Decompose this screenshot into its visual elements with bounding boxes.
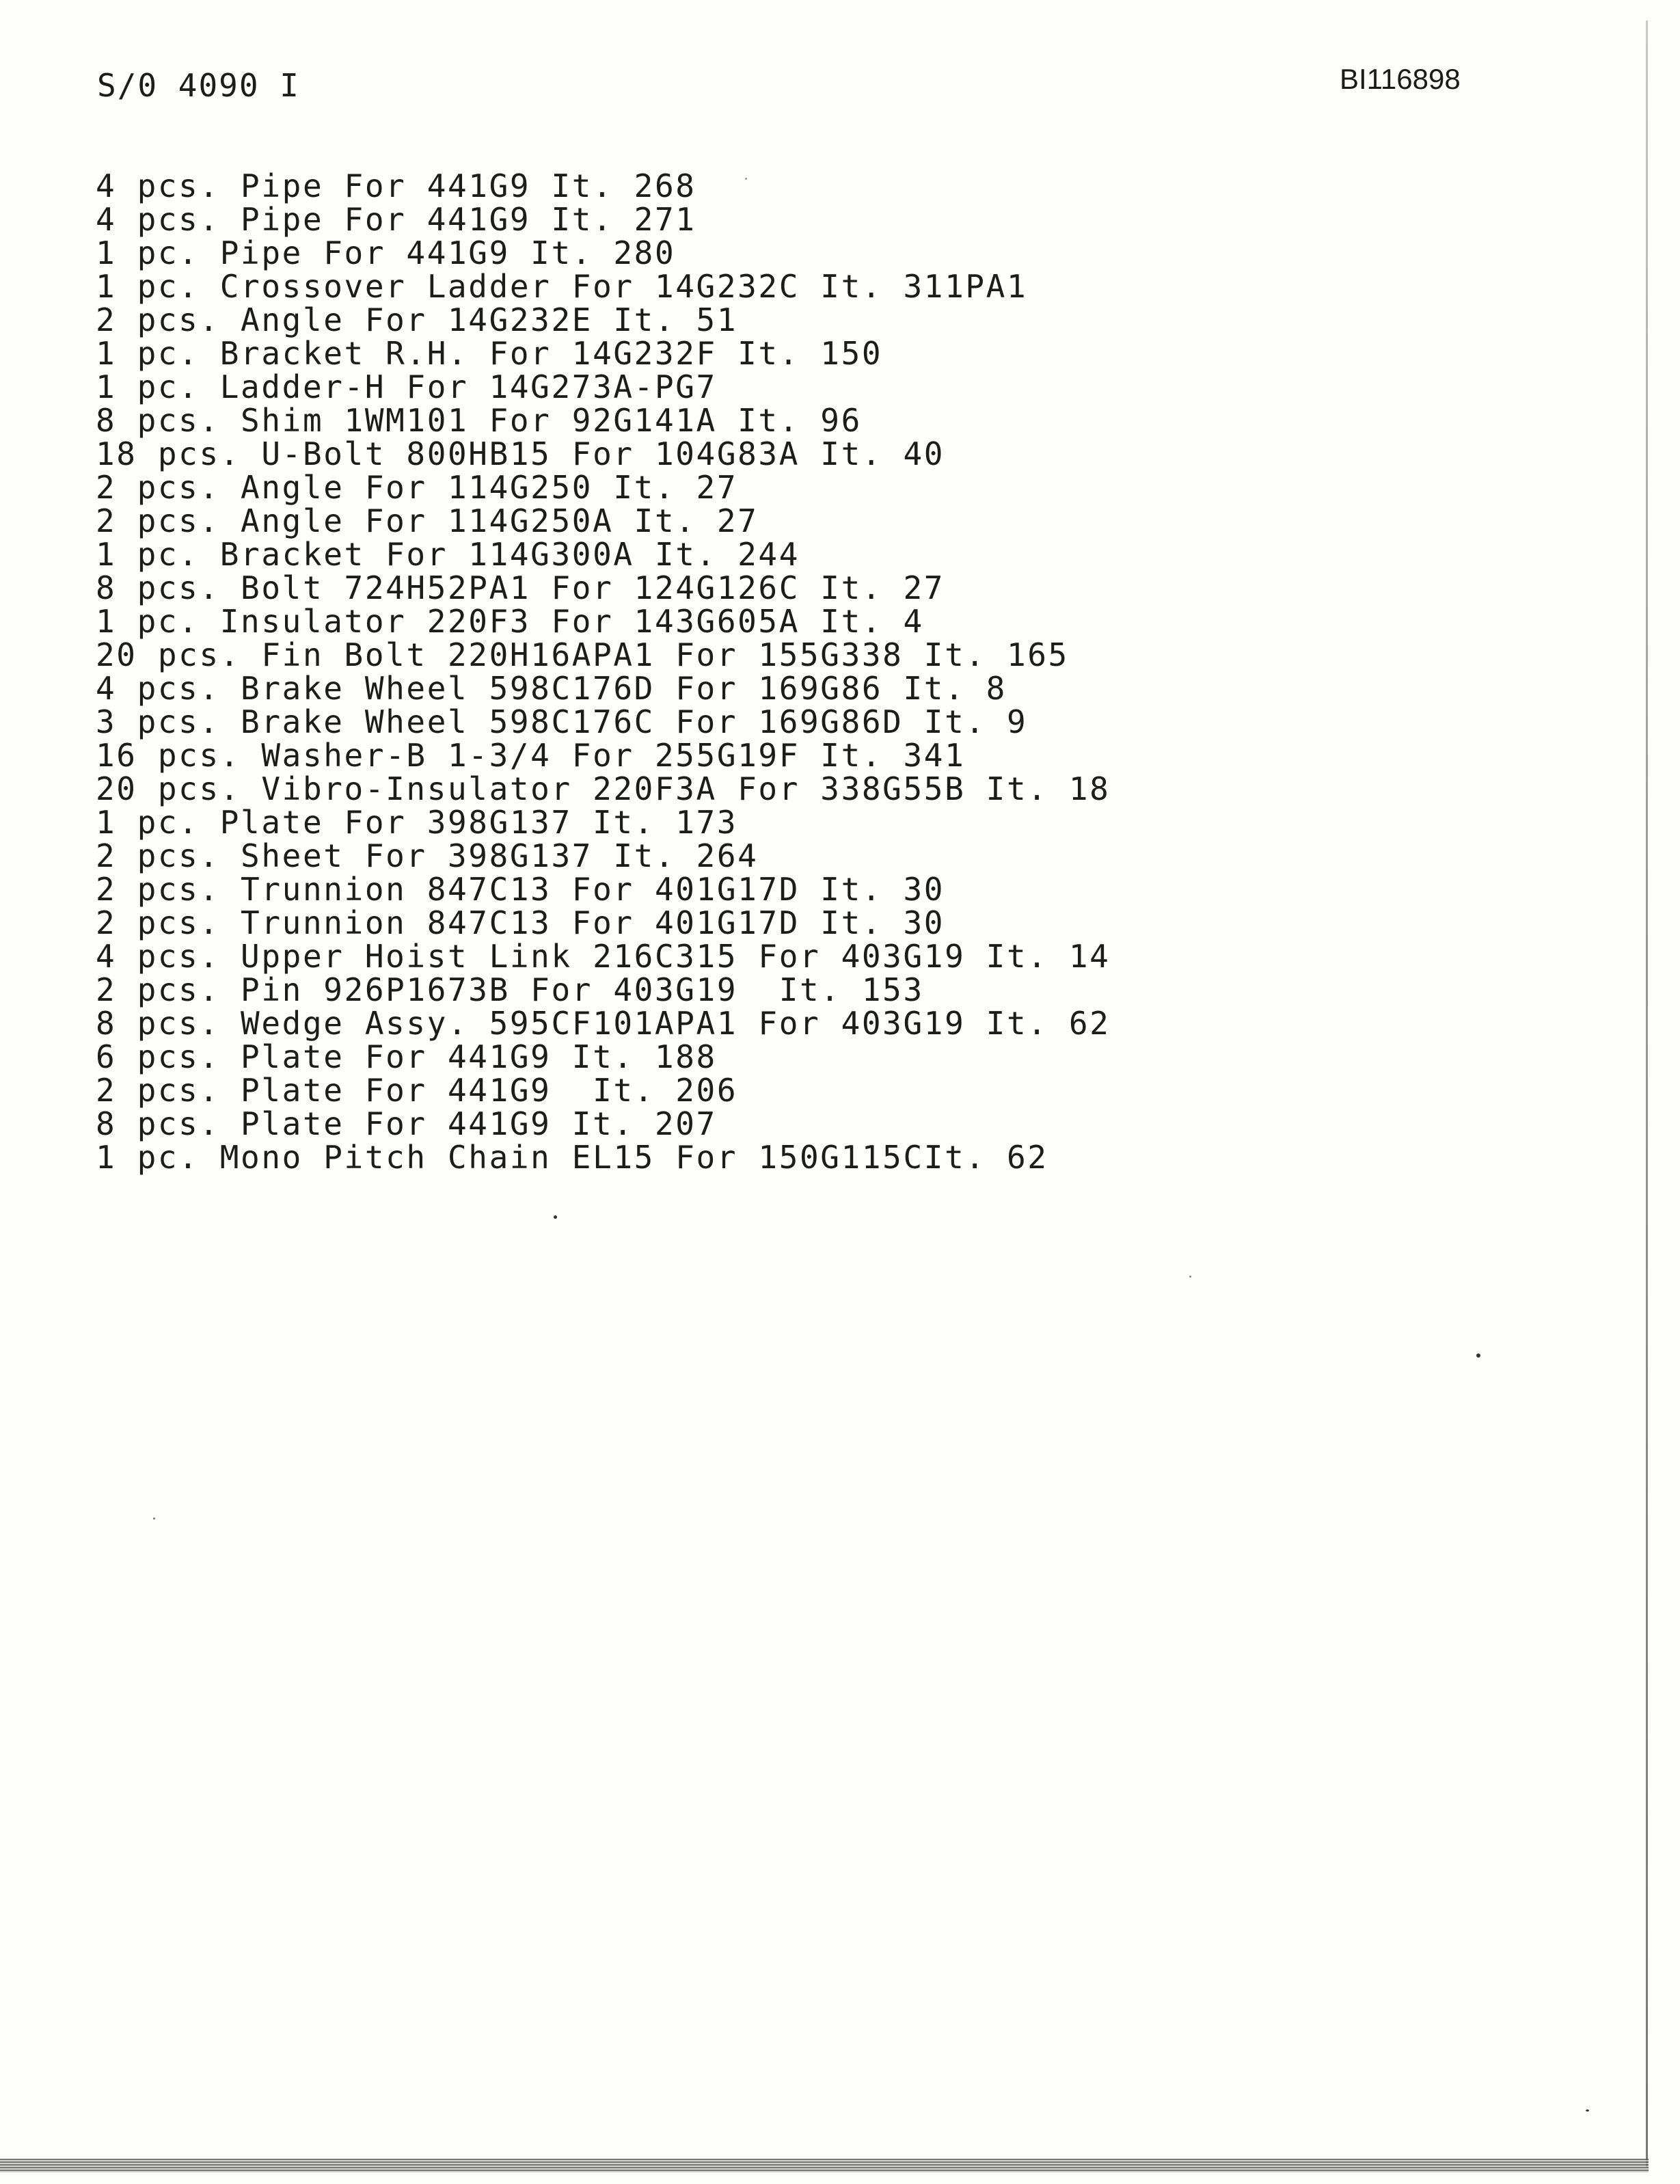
list-item: 1 pc. Bracket R.H. For 14G232F It. 150 — [96, 335, 883, 372]
scan-edge-line — [1646, 21, 1648, 2167]
list-item: 1 pc. Mono Pitch Chain EL15 For 150G115CIt. 62 — [96, 1139, 1048, 1176]
scan-speck — [1189, 1276, 1191, 1278]
list-item: 2 pcs. Trunnion 847C13 For 401G17D It. 30 — [96, 904, 945, 941]
list-item: 2 pcs. Plate For 441G9 It. 206 — [96, 1072, 738, 1109]
list-item: 4 pcs. Pipe For 441G9 It. 271 — [96, 201, 696, 238]
list-item: 2 pcs. Trunnion 847C13 For 401G17D It. 30 — [96, 871, 945, 908]
list-item: 8 pcs. Wedge Assy. 595CF101APA1 For 403G19 It. 62 — [96, 1005, 1111, 1042]
list-item: 1 pc. Plate For 398G137 It. 173 — [96, 804, 738, 841]
scan-speck — [1476, 1353, 1480, 1358]
list-item: 2 pcs. Angle For 114G250A It. 27 — [96, 502, 759, 539]
list-item: 1 pc. Bracket For 114G300A It. 244 — [96, 536, 800, 573]
list-item: 18 pcs. U-Bolt 800HB15 For 104G83A It. 40 — [96, 435, 945, 472]
scan-speck — [554, 1215, 557, 1219]
list-item: 2 pcs. Angle For 114G250 It. 27 — [96, 469, 738, 506]
list-item: 2 pcs. Sheet For 398G137 It. 264 — [96, 837, 759, 874]
list-item: 4 pcs. Brake Wheel 598C176D For 169G86 It. 8 — [96, 670, 1007, 707]
list-item: 20 pcs. Vibro-Insulator 220F3A For 338G55B It. 18 — [96, 770, 1111, 807]
parts-list — [96, 167, 1111, 1176]
list-item: 8 pcs. Shim 1WM101 For 92G141A It. 96 — [96, 402, 862, 439]
list-item: 20 pcs. Fin Bolt 220H16APA1 For 155G338 It. 165 — [96, 636, 1069, 673]
document-id: BI116898 — [1340, 63, 1461, 95]
scan-speck — [745, 178, 747, 180]
list-item: 4 pcs. Upper Hoist Link 216C315 For 403G19 It. 14 — [96, 938, 1111, 975]
list-item: 2 pcs. Pin 926P1673B For 403G19 It. 153 — [96, 971, 924, 1008]
list-item: 8 pcs. Plate For 441G9 It. 207 — [96, 1105, 717, 1142]
scan-speck — [153, 1518, 155, 1520]
scan-speck — [1586, 2109, 1589, 2112]
list-item: 8 pcs. Bolt 724H52PA1 For 124G126C It. 27 — [96, 569, 945, 606]
list-item: 1 pc. Ladder-H For 14G273A-PG7 — [96, 368, 717, 405]
list-item: 3 pcs. Brake Wheel 598C176C For 169G86D It. 9 — [96, 703, 1028, 740]
list-item: 2 pcs. Angle For 14G232E It. 51 — [96, 301, 738, 338]
order-reference: S/0 4090 I — [97, 67, 300, 104]
list-item: 1 pc. Insulator 220F3 For 143G605A It. 4 — [96, 603, 924, 640]
list-item: 1 pc. Pipe For 441G9 It. 280 — [96, 234, 676, 271]
scan-bottom-border — [0, 2159, 1649, 2172]
list-item: 1 pc. Crossover Ladder For 14G232C It. 311PA1 — [96, 268, 1028, 305]
list-item: 6 pcs. Plate For 441G9 It. 188 — [96, 1038, 717, 1075]
list-item: 16 pcs. Washer-B 1-3/4 For 255G19F It. 341 — [96, 737, 966, 774]
list-item: 4 pcs. Pipe For 441G9 It. 268 — [96, 167, 696, 204]
